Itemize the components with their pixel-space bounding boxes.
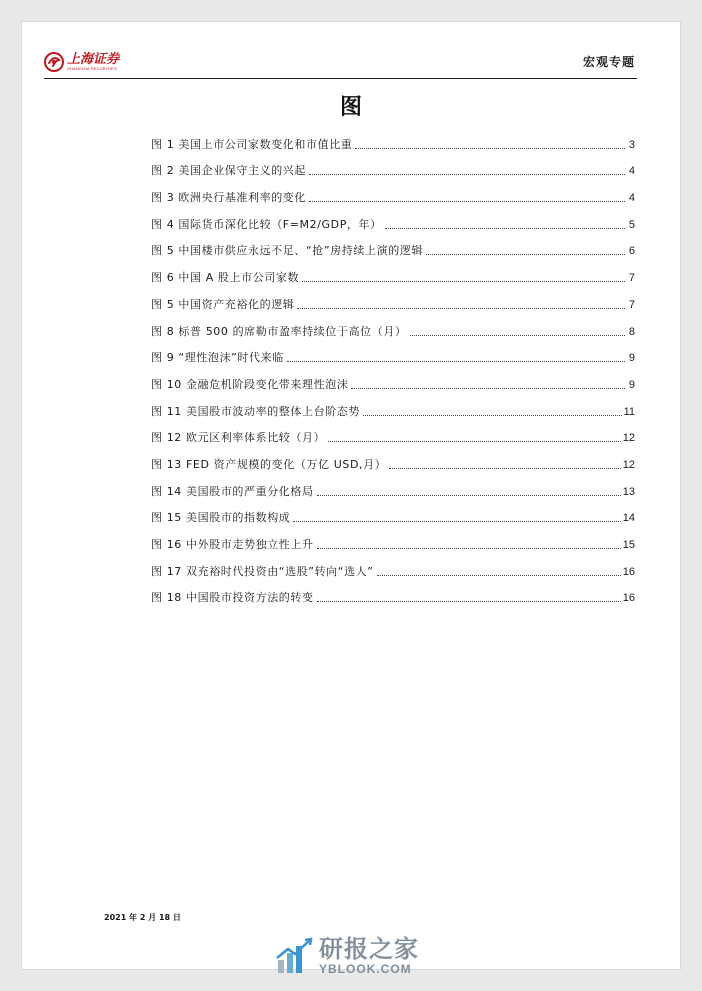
toc-entry-label: 图 11 美国股市波动率的整体上台阶态势 (151, 404, 360, 418)
toc-dot-leader (287, 361, 625, 362)
toc-entry-label: 图 17 双充裕时代投资由“选股”转向“选人” (151, 564, 374, 578)
toc-entry-label: 图 18 中国股市投资方法的转变 (151, 591, 314, 605)
toc-entry-label: 图 5 中国楼市供应永远不足、“抢”房持续上演的逻辑 (151, 244, 423, 258)
toc-entry-page: 4 (628, 165, 635, 178)
toc-entry-label: 图 9 “理性泡沫”时代来临 (151, 351, 284, 365)
toc-entry[interactable] (151, 552, 635, 579)
toc-entry[interactable] (151, 419, 635, 446)
toc-entry-page: 12 (622, 432, 635, 445)
company-logo (44, 50, 119, 74)
toc-dot-leader (385, 228, 625, 229)
toc-entry[interactable] (151, 125, 635, 152)
section-label: 宏观专题 (582, 55, 635, 69)
watermark (275, 936, 419, 976)
toc-entry[interactable] (151, 339, 635, 366)
toc-dot-leader (351, 388, 625, 389)
toc-entry-page: 16 (622, 565, 635, 578)
logo-chinese-name: 上海证券 (67, 52, 120, 67)
toc-dot-leader (363, 415, 622, 416)
figure-list (151, 125, 635, 605)
toc-entry-label: 图 2 美国企业保守主义的兴起 (151, 164, 306, 178)
toc-entry-label: 图 10 金融危机阶段变化带来理性泡沫 (151, 377, 349, 391)
toc-entry[interactable] (151, 525, 635, 552)
toc-entry-label: 图 12 欧元区利率体系比较（月） (151, 431, 326, 445)
watermark-name: 研报之家 (319, 935, 419, 963)
toc-entry-page: 12 (622, 458, 635, 471)
toc-entry-label: 图 1 美国上市公司家数变化和市值比重 (151, 137, 353, 151)
toc-dot-leader (309, 174, 625, 175)
toc-entry-label: 图 6 中国 A 股上市公司家数 (151, 271, 300, 285)
report-date: 2021 年 2 月 18 日 (104, 913, 181, 922)
toc-entry[interactable] (151, 312, 635, 339)
watermark-url: YBLOOK.COM (319, 962, 412, 976)
toc-dot-leader (297, 308, 625, 309)
toc-dot-leader (293, 521, 620, 522)
toc-entry[interactable] (151, 232, 635, 259)
toc-entry-label: 图 5 中国资产充裕化的逻辑 (151, 297, 295, 311)
toc-dot-leader (377, 575, 621, 576)
toc-entry-page: 7 (628, 272, 635, 285)
toc-entry-page: 11 (623, 405, 635, 418)
shanghai-securities-logo-icon (44, 52, 64, 72)
toc-entry-page: 9 (628, 352, 635, 365)
toc-entry-label: 图 15 美国股市的指数构成 (151, 511, 291, 525)
toc-entry-label: 图 3 欧洲央行基准利率的变化 (151, 191, 306, 205)
toc-entry[interactable] (151, 472, 635, 499)
toc-dot-leader (317, 548, 621, 549)
toc-entry-label: 图 4 国际货币深化比较（F=M2/GDP，年） (151, 217, 382, 231)
toc-entry[interactable] (151, 258, 635, 285)
toc-dot-leader (355, 148, 625, 149)
bar-chart-icon (275, 936, 315, 976)
toc-dot-leader (426, 254, 625, 255)
toc-entry-page: 4 (628, 192, 635, 205)
toc-entry[interactable] (151, 445, 635, 472)
toc-entry[interactable] (151, 365, 635, 392)
toc-entry-label: 图 13 FED 资产规模的变化（万亿 USD,月） (151, 457, 387, 471)
toc-entry-label: 图 14 美国股市的严重分化格局 (151, 484, 314, 498)
toc-entry-page: 14 (622, 512, 635, 525)
toc-entry-page: 3 (628, 138, 635, 151)
toc-entry[interactable] (151, 579, 635, 606)
toc-entry-page: 9 (628, 378, 635, 391)
toc-title: 图 (339, 95, 362, 120)
toc-entry[interactable] (151, 178, 635, 205)
toc-entry[interactable] (151, 392, 635, 419)
toc-entry-page: 7 (628, 298, 635, 311)
toc-dot-leader (317, 601, 621, 602)
toc-entry-page: 13 (622, 485, 635, 498)
toc-dot-leader (410, 335, 625, 336)
toc-entry[interactable] (151, 285, 635, 312)
toc-dot-leader (328, 441, 621, 442)
page-header (44, 50, 637, 79)
toc-entry-label: 图 8 标普 500 的席勒市盈率持续位于高位（月） (151, 324, 407, 338)
logo-english-name: SHANGHAI SECURITIES (67, 66, 117, 71)
toc-dot-leader (389, 468, 620, 469)
toc-dot-leader (302, 281, 625, 282)
toc-entry[interactable] (151, 152, 635, 179)
toc-entry-page: 5 (628, 218, 635, 231)
toc-entry-page: 8 (628, 325, 635, 338)
toc-dot-leader (317, 495, 621, 496)
toc-entry-label: 图 16 中外股市走势独立性上升 (151, 538, 314, 551)
toc-entry[interactable] (151, 499, 635, 526)
toc-entry[interactable] (151, 205, 635, 232)
toc-entry-page: 16 (622, 592, 635, 605)
toc-entry-page: 6 (628, 245, 635, 258)
toc-entry-page: 15 (622, 539, 635, 551)
toc-dot-leader (309, 201, 625, 202)
